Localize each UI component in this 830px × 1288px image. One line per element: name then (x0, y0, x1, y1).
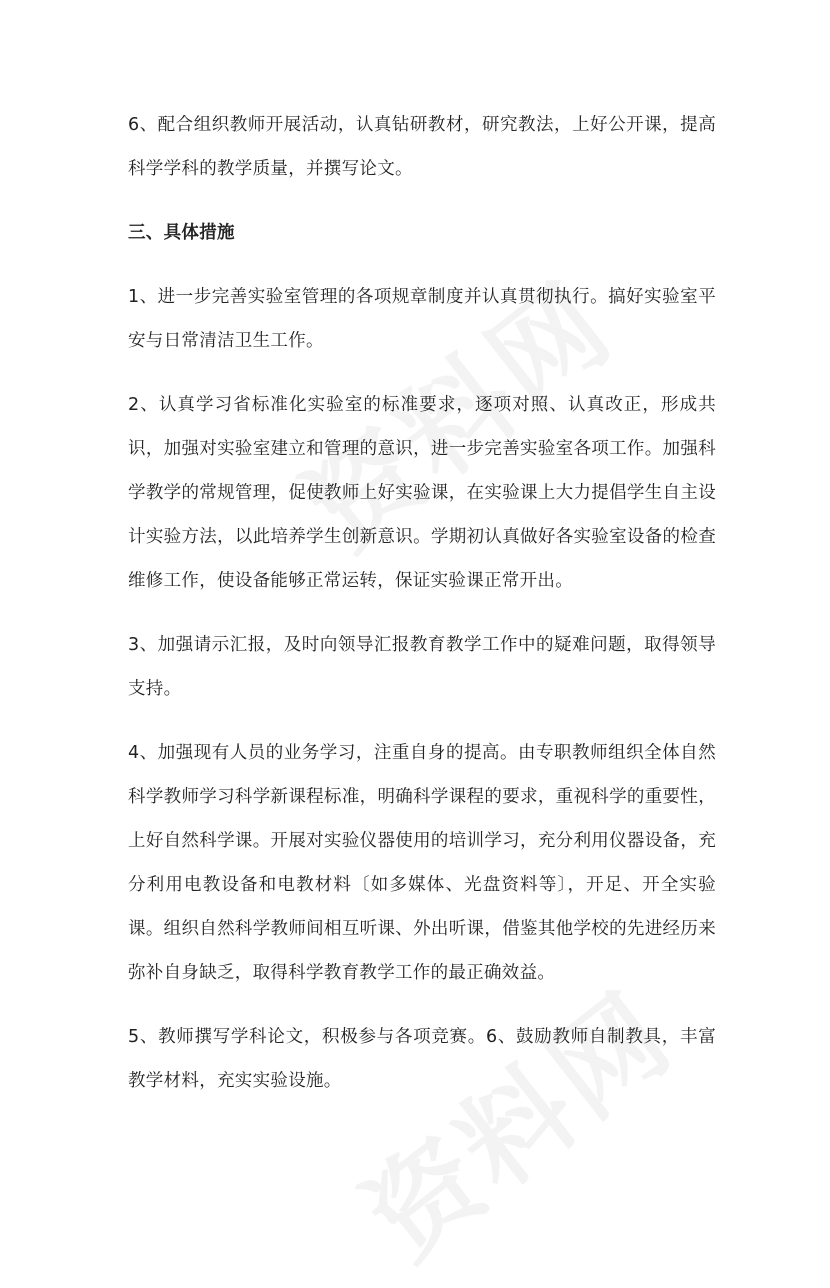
paragraph-measure-1: 1、进一步完善实验室管理的各项规章制度并认真贯彻执行。搞好实验室平安与日常清洁卫生工作。 (128, 287, 716, 351)
paragraph-item-6: 6、配合组织教师开展活动，认真钻研教材，研究教法，上好公开课，提高科学学科的教学质量，并撰写论文。 (128, 115, 716, 179)
paragraph-measure-4: 4、加强现有人员的业务学习，注重自身的提高。由专职教师组织全体自然科学教师学习科学新课程标准，明确科学课程的要求，重视科学的重要性，上好自然科学课。开展对实验仪器使用的培训学习，充分利用仪器设备，充分利用电教设备和电教材料〔如多媒体、光盘资料等〕，开足、开全实验课。组织自然科学教师间相互听课、外出听课，借鉴其他学校的先进经历来弥补自身缺乏，取得科学教育教学工作的最正确效益。 (128, 743, 716, 983)
document-body (128, 103, 716, 1123)
section-heading: 三、具体措施 (128, 223, 235, 243)
paragraph-measure-3: 3、加强请示汇报，及时向领导汇报教育教学工作中的疑难问题，取得领导支持。 (128, 635, 716, 699)
paragraph-measure-2: 2、认真学习省标准化实验室的标准要求，逐项对照、认真改正，形成共识，加强对实验室建立和管理的意识，进一步完善实验室各项工作。加强科学教学的常规管理，促使教师上好实验课，在实验课上大力提倡学生自主设计实验方法，以此培养学生创新意识。学期初认真做好各实验室设备的检查维修工作，使设备能够正常运转，保证实验课正常开出。 (128, 395, 716, 591)
paragraph-measure-5: 5、教师撰写学科论文，积极参与各项竞赛。6、鼓励教师自制教具，丰富教学材料，充实实验设施。 (128, 1027, 716, 1091)
